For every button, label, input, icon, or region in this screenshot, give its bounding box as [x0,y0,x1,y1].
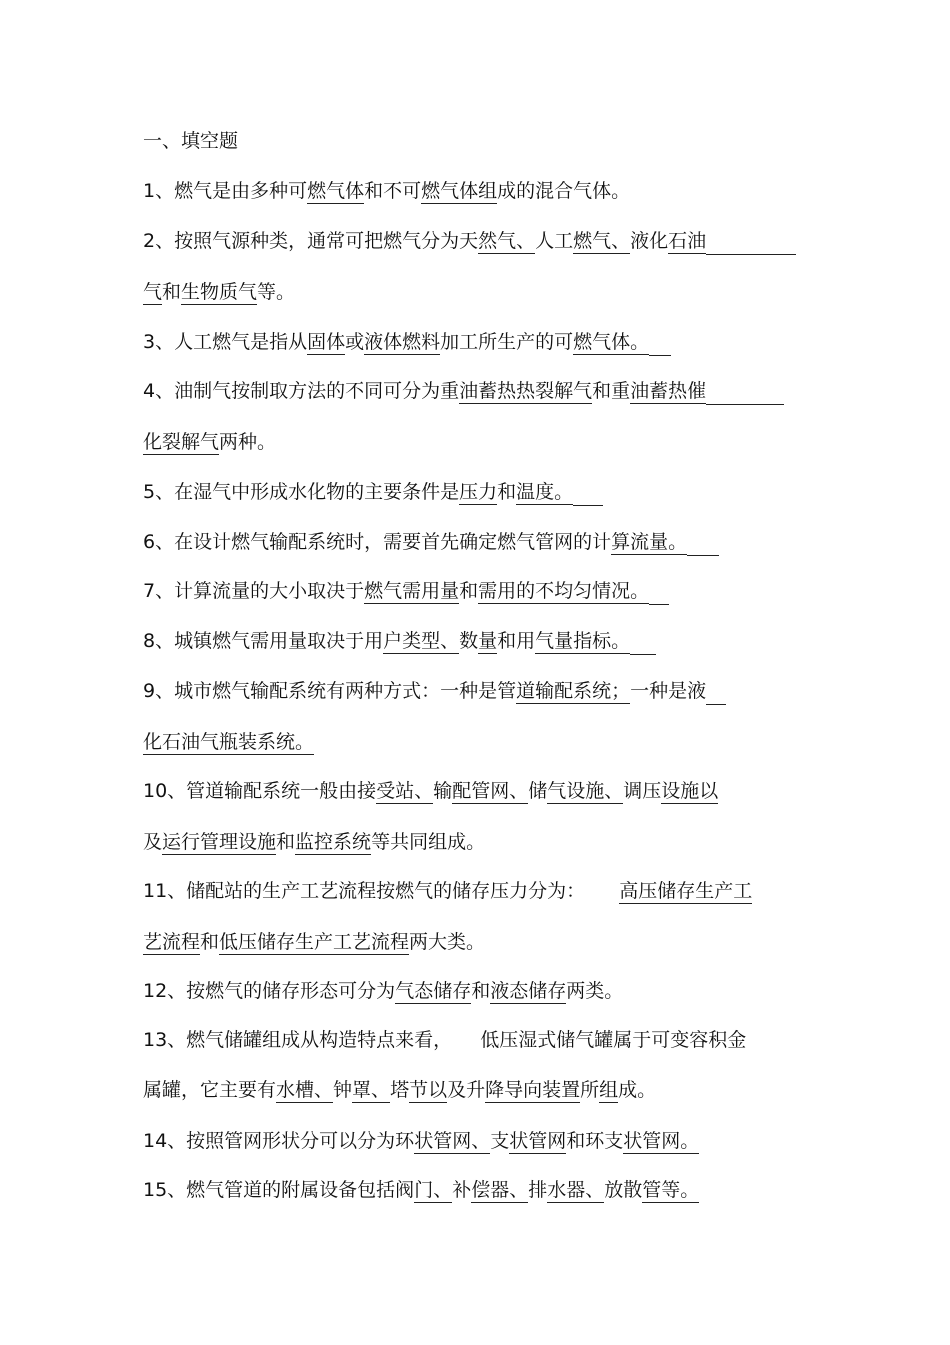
answer-text: 状管网 [509,1130,567,1152]
question-text: 4、油制气按制取方法的不同可分为重 [143,380,460,402]
answer-text: 配管网、 [452,780,529,802]
question-text: 和 [459,580,479,602]
section-heading: 一、填空题 [143,130,239,152]
question-text: 和 [200,931,220,953]
question-10-line-2 [143,829,485,855]
answer-blank [649,335,671,356]
question-text: 加工所生产的可 [440,331,574,353]
question-text: 数 [459,630,479,652]
question-text: 两类。 [566,980,624,1002]
answer-text: 液体燃料 [364,331,441,353]
answer-text: 水槽、 [276,1079,334,1101]
question-10-line-1 [143,778,718,804]
question-text: 补 [452,1179,472,1201]
answer-text: 低压储存生产工艺流程 [219,931,410,953]
question-9-line-1 [143,678,726,705]
question-2-line-1 [143,228,796,255]
answer-blank [687,535,719,556]
answer-text: 气 [143,281,163,303]
question-3-line-1 [143,329,671,356]
answer-text: 生物质气 [181,281,258,303]
question-text: 1、燃气是由多种可 [143,180,308,202]
answer-text: 户类型、 [383,630,460,652]
answer-text: 油蓄热催 [630,380,707,402]
question-text: 人工 [535,230,574,252]
answer-text: 气态储存 [395,980,472,1002]
answer-blank [649,584,669,605]
question-6-line-1 [143,529,719,556]
question-text: 等。 [257,281,296,303]
question-text: 支 [490,1130,510,1152]
answer-text: 组 [599,1079,619,1101]
answer-text: 门、 [414,1179,453,1201]
answer-text: 量 [478,630,498,652]
question-text: 成的混合气体。 [497,180,631,202]
question-text: 13、燃气储罐组成从构造特点来看， [143,1029,453,1051]
answer-text: 燃气体。 [573,331,650,353]
question-9-line-2 [143,729,314,755]
question-15-line-1 [143,1177,699,1203]
question-text: 9、城市燃气输配系统有两种方式：一种是管 [143,680,517,702]
question-14-line-1 [143,1128,699,1154]
question-7-line-1 [143,578,669,605]
answer-text: 状管网。 [623,1130,700,1152]
question-text: 2、按照气源种类，通常可把燃气分为天 [143,230,479,252]
question-text: 及 [143,831,163,853]
answer-blank [573,485,603,506]
answer-text: 石油 [668,230,707,252]
question-text: 12、按燃气的储存形态可分为 [143,980,396,1002]
question-text: 所 [580,1079,600,1101]
answer-text: 监控系统 [295,831,372,853]
answer-text: 水器、 [547,1179,605,1201]
answer-text: 需用的不均匀情况。 [478,580,650,602]
question-text: 和环支 [566,1130,624,1152]
answer-text: 运行管理设施 [162,831,277,853]
question-5-line-1 [143,479,603,506]
question-text: 7、计算流量的大小取决于 [143,580,365,602]
answer-blank [706,384,784,405]
question-text: 和不可 [364,180,422,202]
question-text: 和 [162,281,182,303]
question-text: 等共同组成。 [371,831,486,853]
question-2-line-2 [143,279,295,305]
question-text: 6、在设计燃气输配系统时，需要首先确定燃气管网的计 [143,531,612,553]
question-text: 或 [345,331,365,353]
question-4-line-2 [143,429,276,455]
question-text: 属罐，它主要有 [143,1079,277,1101]
question-text: 调压 [623,780,662,802]
answer-text: 油蓄热热裂解气 [459,380,593,402]
answer-text: 燃气体组 [421,180,498,202]
answer-text: 管等。 [642,1179,700,1201]
answer-text: 罩、 [352,1079,391,1101]
answer-text: 设施以 [661,780,719,802]
answer-text: 道输配系统； [516,680,631,702]
answer-text: 算流量。 [611,531,688,553]
answer-blank [630,634,656,655]
question-13-line-1 [143,1027,746,1053]
question-text: 塔 [390,1079,410,1101]
answer-blank [706,234,796,255]
answer-text: 液态储存 [490,980,567,1002]
question-4-line-1 [143,378,784,405]
answer-text: 气量指标。 [535,630,631,652]
question-text: 用 [516,630,536,652]
question-8-line-1 [143,628,656,655]
answer-text: 节以 [409,1079,448,1101]
answer-blank [706,684,726,705]
question-text: 和 [276,831,296,853]
question-text: 和重 [592,380,631,402]
question-text: 3、人工燃气是指从 [143,331,308,353]
question-11-line-1 [143,878,752,904]
answer-text: 化石油气瓶装系统。 [143,731,315,753]
question-text: 5、在湿气中形成水化物的主要条件是 [143,481,460,503]
question-text: 和 [497,630,517,652]
answer-text: 降导向装置 [485,1079,581,1101]
question-text: 输 [433,780,453,802]
answer-text: 燃气需用量 [364,580,460,602]
answer-text: 状管网、 [414,1130,491,1152]
question-text: 两大类。 [409,931,486,953]
question-text: 两种。 [219,431,277,453]
question-12-line-1 [143,978,623,1004]
question-text: 成。 [618,1079,657,1101]
question-text: 和 [471,980,491,1002]
question-text: 8、城镇燃气需用量取决于用 [143,630,384,652]
answer-text: 压力 [459,481,498,503]
answer-text: 固体 [307,331,346,353]
question-11-line-2 [143,929,485,955]
question-text: 10、管道输配系统一般由接 [143,780,377,802]
question-text: 一种是液 [630,680,707,702]
question-text: 放散 [604,1179,643,1201]
answer-text: 温度。 [516,481,574,503]
question-text: 及升 [447,1079,486,1101]
question-1-line-1 [143,178,630,204]
question-text: 排 [528,1179,548,1201]
question-text: 储 [528,780,548,802]
question-text: 15、燃气管道的附属设备包括阀 [143,1179,415,1201]
question-text: 和 [497,481,517,503]
answer-text: 艺流程 [143,931,201,953]
question-text: 钟 [333,1079,353,1101]
answer-text: 化裂解气 [143,431,220,453]
answer-text: 受站、 [376,780,434,802]
question-text: 11、储配站的生产工艺流程按燃气的储存压力分为： [143,880,586,902]
question-13-line-2 [143,1077,656,1103]
question-text: 14、按照管网形状分可以分为环 [143,1130,415,1152]
question-text: 低压湿式储气罐属于可变容积金 [480,1029,747,1051]
answer-text: 燃气体 [307,180,365,202]
answer-text: 然气、 [478,230,536,252]
question-text: 液化 [630,230,669,252]
answer-text: 燃气、 [573,230,631,252]
answer-text: 高压储存生产工 [619,880,753,902]
answer-text: 气设施、 [547,780,624,802]
answer-text: 偿器、 [471,1179,529,1201]
